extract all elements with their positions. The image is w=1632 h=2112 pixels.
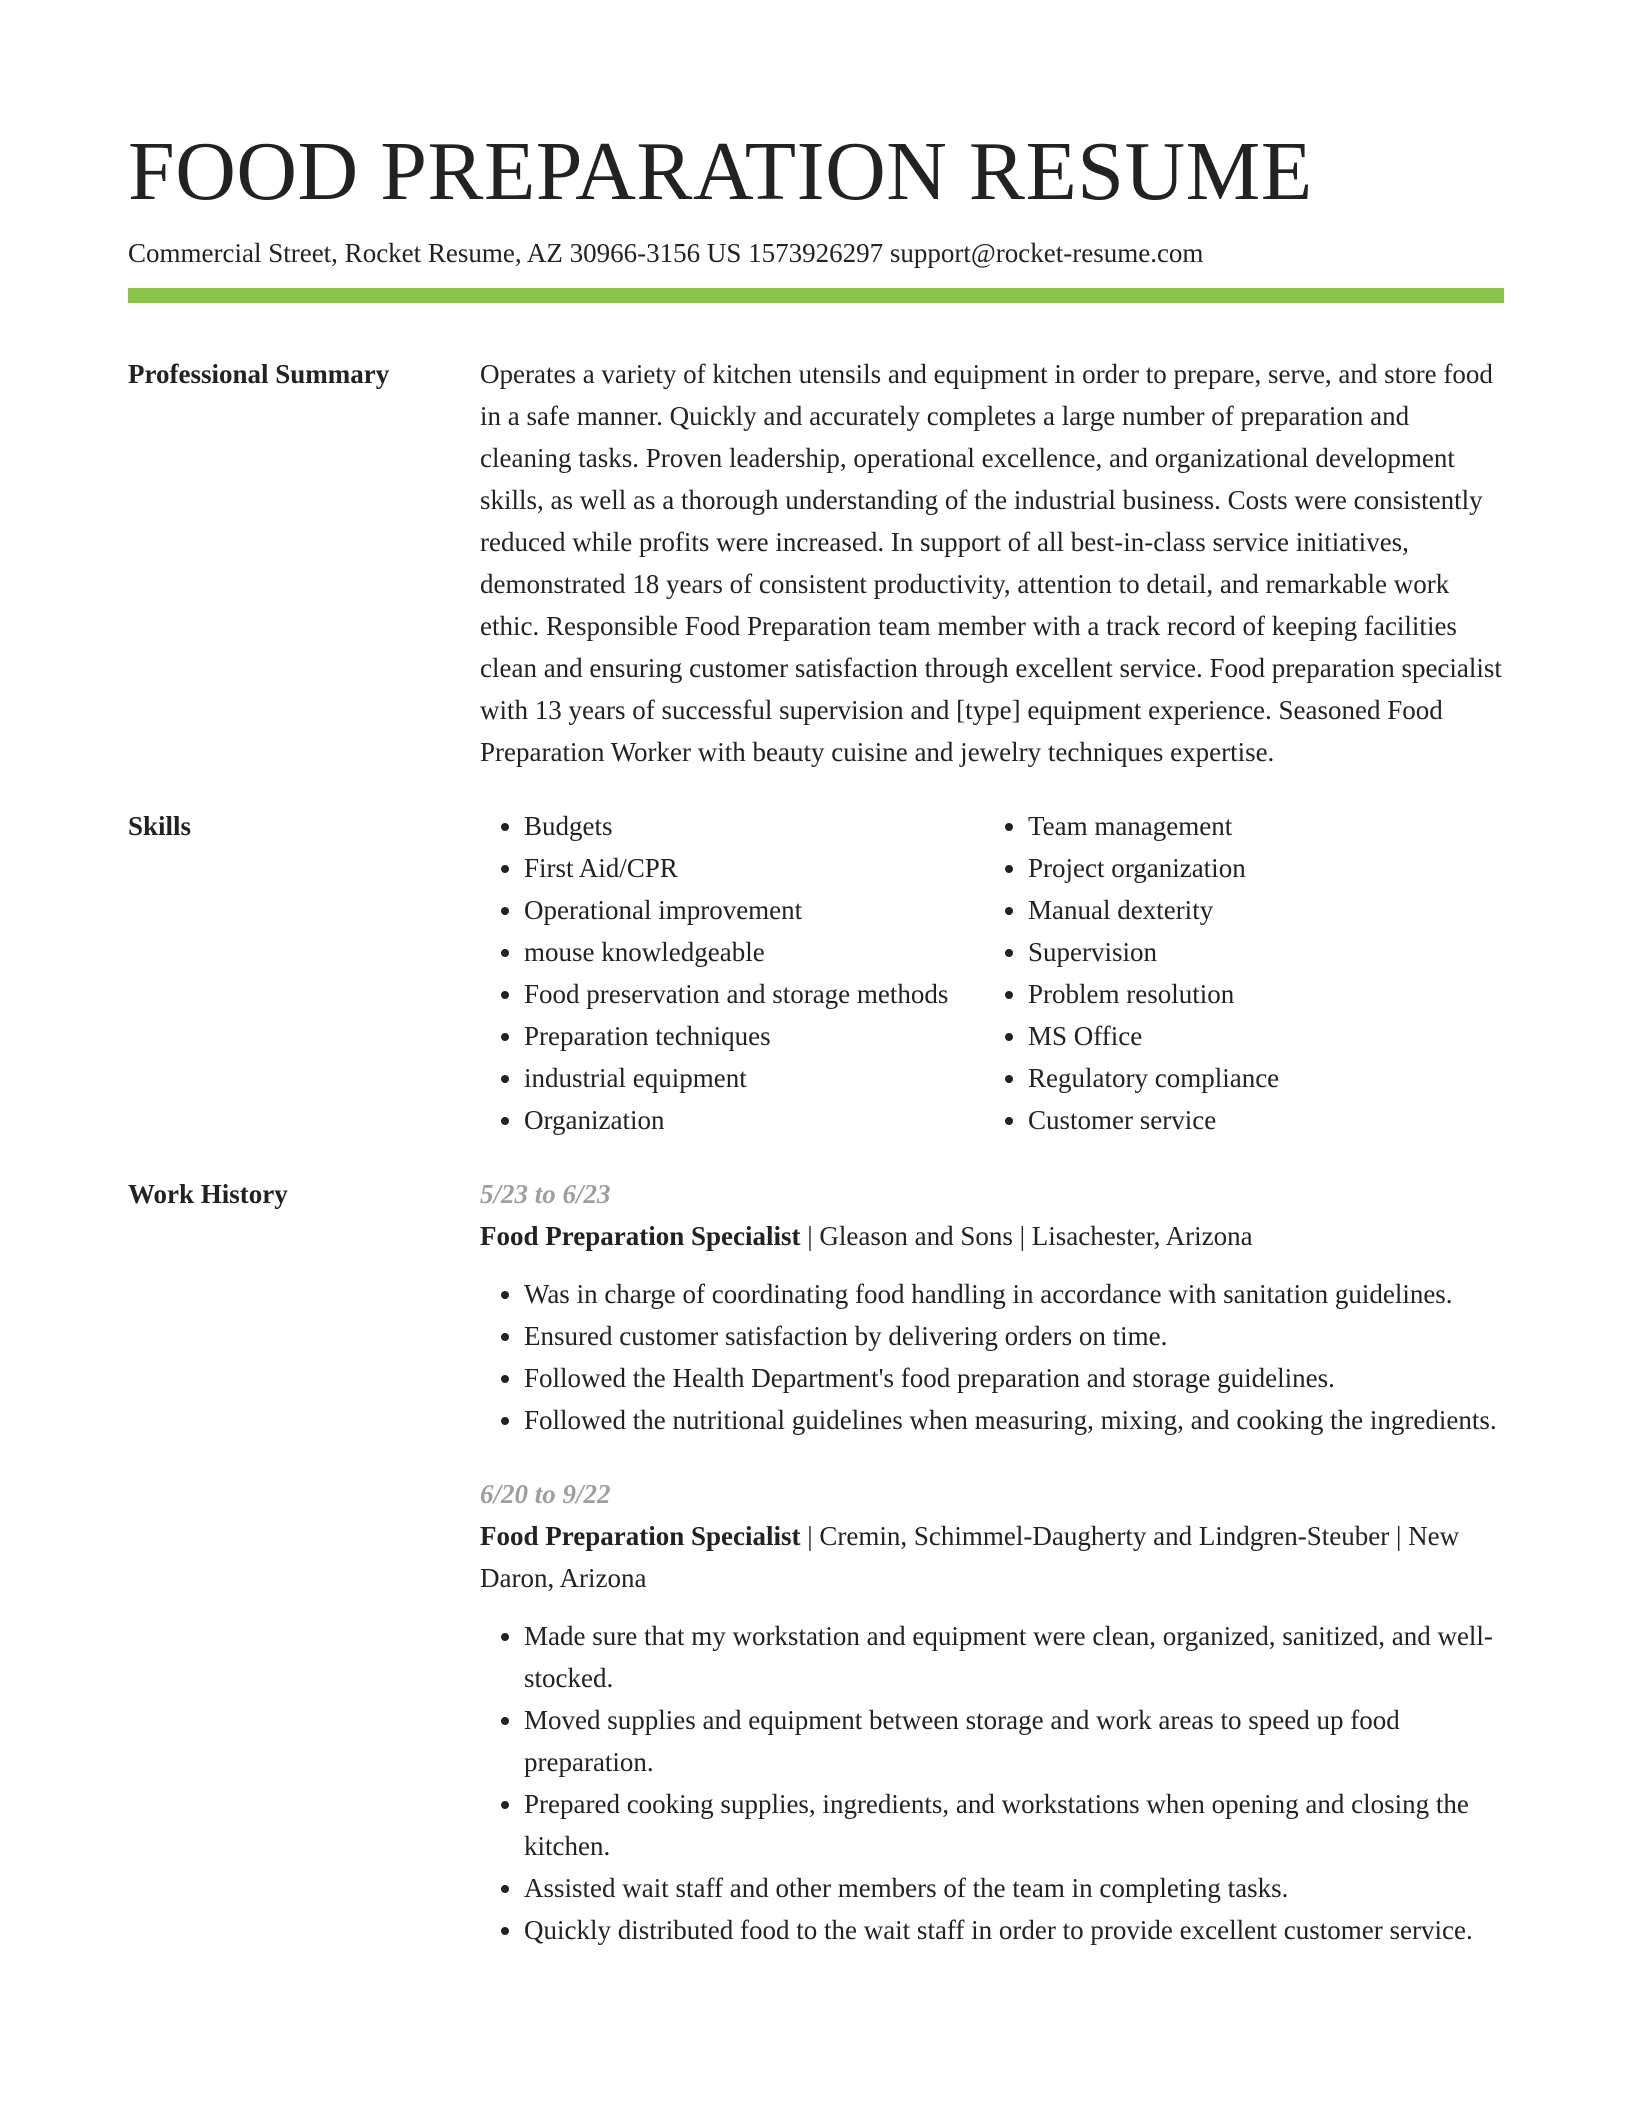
skill-item: • mouse knowledgeable xyxy=(524,931,984,973)
job-bullet: • Assisted wait staff and other members of the team in completing tasks. xyxy=(524,1867,1504,1909)
skill-item: • Team management xyxy=(1028,805,1279,847)
job-employer-location: | Gleason and Sons | Lisachester, Arizona xyxy=(800,1221,1253,1251)
job-bullet: • Ensured customer satisfaction by delivering orders on time. xyxy=(524,1315,1504,1357)
skill-item: • First Aid/CPR xyxy=(524,847,984,889)
job-bullet: • Prepared cooking supplies, ingredients, and workstations when opening and closing the kitchen. xyxy=(524,1783,1504,1867)
job-title: Food Preparation Specialist xyxy=(480,1521,801,1551)
skills-columns xyxy=(480,805,1504,1141)
skills-list-left xyxy=(480,805,984,1141)
skill-item: • Supervision xyxy=(1028,931,1279,973)
skill-item: • Project organization xyxy=(1028,847,1279,889)
job-bullet: • Followed the nutritional guidelines when measuring, mixing, and cooking the ingredients. xyxy=(524,1399,1504,1441)
job-dates: 5/23 to 6/23 xyxy=(480,1179,611,1209)
skill-item: • Budgets xyxy=(524,805,984,847)
work-history-heading: Work History xyxy=(128,1179,288,1209)
skill-item: • MS Office xyxy=(1028,1015,1279,1057)
resume-page xyxy=(128,0,1504,1951)
job-bullet: • Moved supplies and equipment between storage and work areas to speed up food preparation. xyxy=(524,1699,1504,1783)
skill-item: • Regulatory compliance xyxy=(1028,1057,1279,1099)
job-entry xyxy=(480,1473,1504,1951)
job-header xyxy=(480,1515,1504,1599)
work-history-section xyxy=(128,1173,1504,1951)
skills-list-right xyxy=(984,805,1279,1141)
summary-section xyxy=(128,353,1504,773)
job-dates: 6/20 to 9/22 xyxy=(480,1479,611,1509)
skill-item: • Customer service xyxy=(1028,1099,1279,1141)
job-title: Food Preparation Specialist xyxy=(480,1221,801,1251)
skills-section xyxy=(128,805,1504,1141)
job-bullets xyxy=(480,1615,1504,1951)
job-bullets xyxy=(480,1273,1504,1441)
summary-heading: Professional Summary xyxy=(128,359,390,389)
skills-heading: Skills xyxy=(128,811,192,841)
job-header xyxy=(480,1215,1504,1257)
summary-text: Operates a variety of kitchen utensils and equipment in order to prepare, serve, and store food in a safe manner. Quickly and accurately completes a large number of preparation and cleaning tasks. Proven leadership, operational excellence, and organizational development skills, as well as a thorough understanding of the industrial business. Costs were consistently reduced while profits were increased. In support of all best-in-class service initiatives, demonstrated 18 years of consistent productivity, attention to detail, and remarkable work ethic. Responsible Food Preparation team member with a track record of keeping facilities clean and ensuring customer satisfaction through excellent service. Food preparation specialist with 13 years of successful supervision and [type] equipment experience. Seasoned Food Preparation Worker with beauty cuisine and jewelry techniques expertise. xyxy=(480,359,1502,767)
skill-item: • Preparation techniques xyxy=(524,1015,984,1057)
skill-item: • Food preservation and storage methods xyxy=(524,973,984,1015)
resume-title: FOOD PREPARATION RESUME xyxy=(128,125,1313,218)
skill-item: • Problem resolution xyxy=(1028,973,1279,1015)
skill-item: • Manual dexterity xyxy=(1028,889,1279,931)
skill-item: • Organization xyxy=(524,1099,984,1141)
job-bullet: • Was in charge of coordinating food handling in accordance with sanitation guidelines. xyxy=(524,1273,1504,1315)
skill-item: • industrial equipment xyxy=(524,1057,984,1099)
job-entry xyxy=(480,1173,1504,1441)
job-employer-location: | Cremin, Schimmel-Daugherty and Lindgren-Steuber | New Daron, Arizona xyxy=(480,1521,1460,1593)
accent-divider xyxy=(128,288,1504,303)
work-history-body xyxy=(480,1173,1504,1951)
skill-item: • Operational improvement xyxy=(524,889,984,931)
contact-line: Commercial Street, Rocket Resume, AZ 30966-3156 US 1573926297 support@rocket-resume.com xyxy=(128,238,1204,268)
job-bullet: • Quickly distributed food to the wait staff in order to provide excellent customer service. xyxy=(524,1909,1504,1951)
job-bullet: • Followed the Health Department's food preparation and storage guidelines. xyxy=(524,1357,1504,1399)
job-bullet: • Made sure that my workstation and equipment were clean, organized, sanitized, and well-stocked. xyxy=(524,1615,1504,1699)
